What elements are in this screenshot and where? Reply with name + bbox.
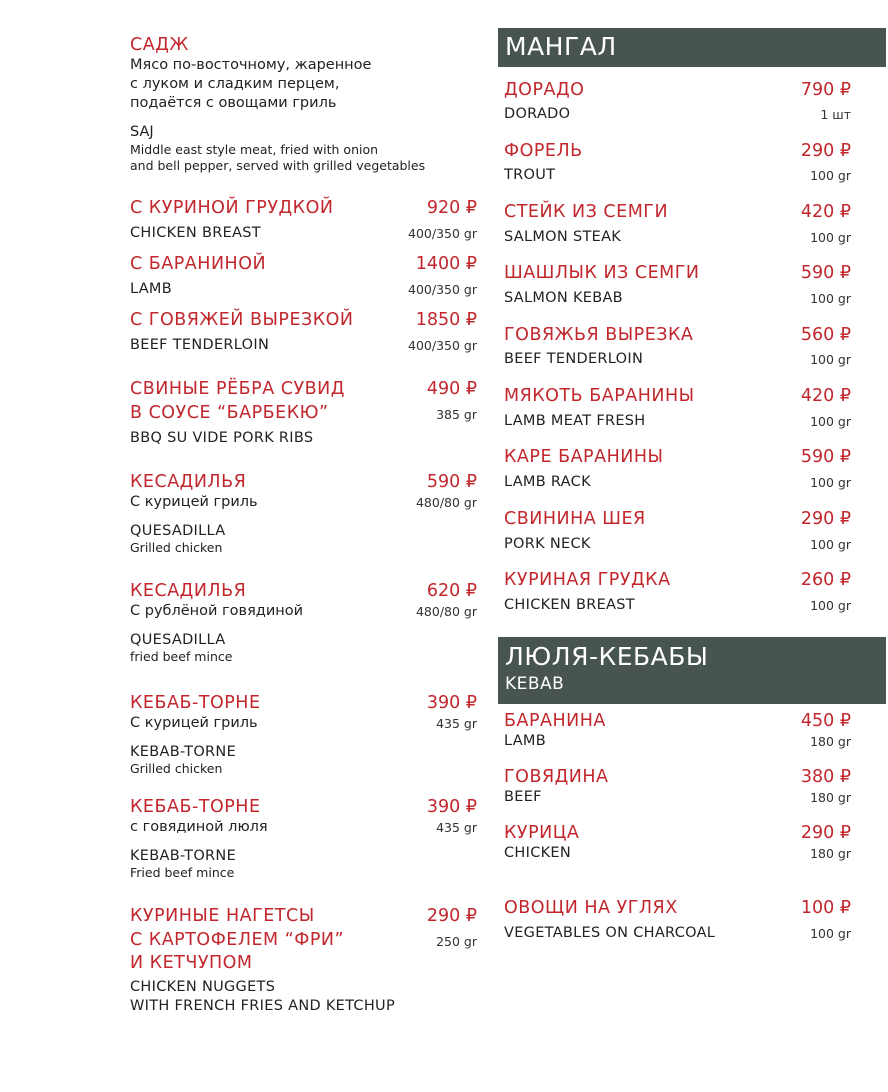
menu-item-english: KEBAB-TORNE: [130, 848, 237, 864]
menu-item-weight: 100 gr: [810, 926, 851, 941]
menu-item-english-line-2: WITH FRENCH FRIES AND KETCHUP: [130, 998, 396, 1014]
menu-item-title: ГОВЯДИНА: [504, 767, 609, 787]
menu-item-english: CHICKEN NUGGETS: [130, 979, 276, 995]
menu-item-english: QUESADILLA: [130, 632, 226, 648]
menu-item-weight: 1 шт: [820, 107, 851, 122]
saj-description-line-3: подаётся с овощами гриль: [130, 95, 337, 111]
menu-item-price: 390 ₽: [426, 693, 477, 713]
menu-item-english: LAMB: [504, 733, 546, 749]
section-title: ЛЮЛЯ-КЕБАБЫ: [505, 642, 709, 671]
menu-item-weight: 180 gr: [810, 790, 851, 805]
menu-item-english: BBQ SU VIDE PORK RIBS: [130, 430, 314, 446]
menu-item-weight: 480/80 gr: [415, 495, 477, 510]
menu-item-english: SALMON KEBAB: [504, 290, 623, 306]
menu-item-weight: 100 gr: [810, 414, 851, 429]
menu-item-title: КУРИНЫЕ НАГЕТСЫ: [130, 906, 315, 926]
saj-title: САДЖ: [130, 35, 189, 55]
menu-item-english: BEEF TENDERLOIN: [130, 337, 270, 353]
menu-item-weight: 400/350 gr: [408, 338, 477, 353]
menu-item-english-description: Grilled chicken: [130, 540, 223, 555]
menu-item-title: С БАРАНИНОЙ: [130, 254, 267, 274]
menu-item-english: LAMB RACK: [504, 474, 591, 490]
menu-item-price: 1400 ₽: [415, 254, 477, 274]
menu-item-price: 1850 ₽: [415, 310, 477, 330]
menu-item-title: СВИНЫЕ РЁБРА СУВИД: [130, 379, 345, 399]
menu-item-title: БАРАНИНА: [504, 711, 606, 731]
menu-item-title: КЕСАДИЛЬЯ: [130, 472, 247, 492]
menu-item-weight: 100 gr: [810, 598, 851, 613]
menu-item-title: КЕБАБ-ТОРНЕ: [130, 797, 261, 817]
menu-item-weight: 100 gr: [810, 291, 851, 306]
menu-item-price: 260 ₽: [800, 570, 851, 590]
menu-item-price: 290 ₽: [426, 906, 477, 926]
menu-item-price: 620 ₽: [426, 581, 477, 601]
menu-item-title: КУРИНАЯ ГРУДКА: [504, 570, 671, 590]
menu-item-weight: 400/350 gr: [408, 282, 477, 297]
section-header-kebab: [498, 637, 886, 704]
saj-description-line-2: с луком и сладким перцем,: [130, 76, 340, 92]
menu-item-title: МЯКОТЬ БАРАНИНЫ: [504, 386, 695, 406]
menu-item-price: 100 ₽: [800, 898, 851, 918]
menu-item-price: 920 ₽: [426, 198, 477, 218]
section-title: МАНГАЛ: [505, 32, 617, 61]
menu-item-weight: 400/350 gr: [408, 226, 477, 241]
menu-item-price: 450 ₽: [800, 711, 851, 731]
menu-item-english: TROUT: [504, 167, 556, 183]
saj-english-line-2: and bell pepper, served with grilled vegetables: [130, 158, 426, 173]
menu-item-english: LAMB MEAT FRESH: [504, 413, 646, 429]
menu-item-title: ГОВЯЖЬЯ ВЫРЕЗКА: [504, 325, 694, 345]
menu-item-weight: 180 gr: [810, 734, 851, 749]
menu-item-english: VEGETABLES ON CHARCOAL: [504, 925, 716, 941]
saj-english-line-1: Middle east style meat, fried with onion: [130, 142, 379, 157]
menu-item-english: CHICKEN: [504, 845, 572, 861]
saj-description-line-1: Мясо по-восточному, жаренное: [130, 57, 372, 73]
menu-item-weight: 480/80 gr: [415, 604, 477, 619]
menu-item-price: 590 ₽: [426, 472, 477, 492]
menu-item-title: КЕСАДИЛЬЯ: [130, 581, 247, 601]
menu-item-english: LAMB: [130, 281, 172, 297]
menu-item-price: 560 ₽: [800, 325, 851, 345]
menu-item-description: с говядиной люля: [130, 819, 268, 835]
menu-item-weight: 100 gr: [810, 230, 851, 245]
menu-item-english: KEBAB-TORNE: [130, 744, 237, 760]
menu-item-title: С КУРИНОЙ ГРУДКОЙ: [130, 198, 334, 218]
menu-item-title-line-2: В СОУСЕ “БАРБЕКЮ”: [130, 403, 329, 423]
menu-item-english: BEEF: [504, 789, 542, 805]
menu-item-english: DORADO: [504, 106, 571, 122]
menu-item-weight: 100 gr: [810, 352, 851, 367]
menu-item-price: 390 ₽: [426, 797, 477, 817]
menu-item-title: ШАШЛЫК ИЗ СЕМГИ: [504, 263, 700, 283]
section-subtitle: KEBAB: [505, 674, 565, 694]
menu-item-english: BEEF TENDERLOIN: [504, 351, 644, 367]
menu-item-price: 490 ₽: [426, 379, 477, 399]
menu-item-title: СВИНИНА ШЕЯ: [504, 509, 646, 529]
menu-item-weight: 250 gr: [436, 934, 477, 949]
menu-item-english-description: Grilled chicken: [130, 761, 223, 776]
menu-item-english: CHICKEN BREAST: [130, 225, 261, 241]
section-header-mangal: [498, 28, 886, 67]
menu-item-price: 290 ₽: [800, 141, 851, 161]
menu-item-price: 590 ₽: [800, 263, 851, 283]
menu-item-english-description: fried beef mince: [130, 649, 233, 664]
menu-item-title: ДОРАДО: [504, 80, 585, 100]
menu-item-title: С ГОВЯЖЕЙ ВЫРЕЗКОЙ: [130, 310, 354, 330]
menu-item-title: КУРИЦА: [504, 823, 580, 843]
menu-item-title: СТЕЙК ИЗ СЕМГИ: [504, 202, 669, 222]
menu-item-weight: 435 gr: [436, 820, 477, 835]
saj-english-title: SAJ: [130, 124, 154, 140]
menu-item-price: 290 ₽: [800, 823, 851, 843]
menu-item-description: С курицей гриль: [130, 494, 258, 510]
menu-item-price: 420 ₽: [800, 386, 851, 406]
menu-item-title-line-2: С КАРТОФЕЛЕМ “ФРИ”: [130, 930, 345, 950]
menu-item-weight: 180 gr: [810, 846, 851, 861]
menu-item-price: 380 ₽: [800, 767, 851, 787]
menu-item-price: 590 ₽: [800, 447, 851, 467]
menu-item-weight: 100 gr: [810, 537, 851, 552]
menu-item-description: С рублёной говядиной: [130, 603, 304, 619]
menu-item-title: ОВОЩИ НА УГЛЯХ: [504, 898, 678, 918]
menu-item-weight: 435 gr: [436, 716, 477, 731]
menu-item-title: КАРЕ БАРАНИНЫ: [504, 447, 664, 467]
menu-item-title: ФОРЕЛЬ: [504, 141, 583, 161]
menu-item-weight: 100 gr: [810, 168, 851, 183]
menu-item-english: SALMON STEAK: [504, 229, 622, 245]
menu-item-english: PORK NECK: [504, 536, 591, 552]
menu-item-price: 420 ₽: [800, 202, 851, 222]
menu-item-price: 290 ₽: [800, 509, 851, 529]
menu-item-english-description: Fried beef mince: [130, 865, 235, 880]
menu-item-weight: 100 gr: [810, 475, 851, 490]
menu-item-weight: 385 gr: [436, 407, 477, 422]
menu-item-english: CHICKEN BREAST: [504, 597, 635, 613]
menu-item-title-line-3: И КЕТЧУПОМ: [130, 953, 253, 973]
menu-item-title: КЕБАБ-ТОРНЕ: [130, 693, 261, 713]
menu-item-description: С курицей гриль: [130, 715, 258, 731]
menu-item-price: 790 ₽: [800, 80, 851, 100]
menu-item-english: QUESADILLA: [130, 523, 226, 539]
